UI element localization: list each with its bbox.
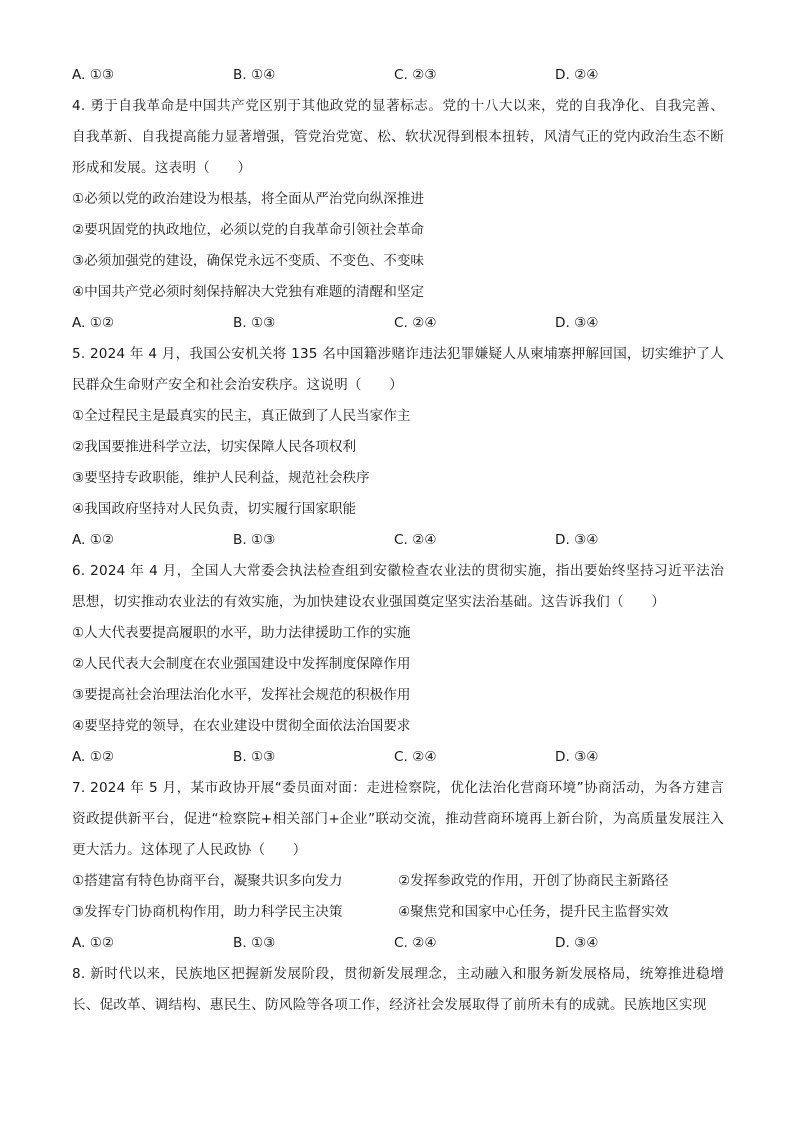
choice-item-1: ①全过程民主是最真实的民主，真正做到了人民当家作主 — [72, 408, 411, 424]
question-7 — [72, 773, 724, 959]
option-a: A. ①② — [72, 315, 115, 331]
option-a: A. ①③ — [72, 67, 115, 83]
q3-options — [72, 60, 724, 91]
option-d: D. ③④ — [555, 532, 599, 548]
question-5 — [72, 339, 724, 556]
question-stem: 6. 2024 年 4 月，全国人大常委会执法检查组到安徽检查农业法的贯彻实施，指出要始终坚持习近平法治思想，切实推动农业法的有效实施，为加快建设农业强国奠定坚实法治基础。这告诉我们（ ） — [72, 563, 724, 610]
question-stem: 8. 新时代以来，民族地区把握新发展阶段，贯彻新发展理念，主动融入和服务新发展格局，统筹推进稳增长、促改革、调结构、惠民生、防风险等各项工作，经济社会发展取得了前所未有的成就。民族地区实现 — [72, 966, 724, 1013]
option-a: A. ①② — [72, 935, 115, 951]
choice-item-1: ①必须以党的政治建设为根基，将全面从严治党向纵深推进 — [72, 191, 425, 207]
question-stem: 4. 勇于自我革命是中国共产党区别于其他政党的显著标志。党的十八大以来，党的自我净化、自我完善、自我革新、自我提高能力显著增强，管党治党宽、松、软状况得到根本扭转，风清气正的党内政治生态不断形成和发展。这表明（ ） — [72, 98, 724, 176]
option-d: D. ③④ — [555, 935, 599, 951]
choice-item-2: ②发挥参政党的作用，开创了协商民主新路径 — [398, 873, 669, 889]
option-d: D. ③④ — [555, 749, 599, 765]
question-4 — [72, 91, 724, 339]
question-stem: 5. 2024 年 4 月，我国公安机关将 135 名中国籍涉赌诈违法犯罪嫌疑人从柬埔寨押解回国，切实维护了人民群众生命财产安全和社会治安秩序。这说明（ ） — [72, 346, 724, 393]
option-d: D. ②④ — [555, 67, 599, 83]
option-b: B. ①③ — [233, 749, 276, 765]
choice-item-3: ③必须加强党的建设，确保党永远不变质、不变色、不变味 — [72, 253, 425, 269]
question-stem: 7. 2024 年 5 月，某市政协开展“委员面对面：走进检察院，优化法治化营商环境”协商活动，为各方建言资政提供新平台，促进“检察院+相关部门+企业”联动交流，推动营商环境再上新台阶，为高质量发展注入更大活力。这体现了人民政协（ ） — [72, 780, 724, 858]
exam-page — [72, 60, 724, 1021]
choice-item-4: ④中国共产党必须时刻保持解决大党独有难题的清醒和坚定 — [72, 284, 425, 300]
option-a: A. ①② — [72, 749, 115, 765]
choice-item-3: ③要坚持专政职能，维护人民利益，规范社会秩序 — [72, 470, 370, 486]
option-b: B. ①③ — [233, 532, 276, 548]
option-a: A. ①② — [72, 532, 115, 548]
choice-item-4: ④我国政府坚持对人民负责，切实履行国家职能 — [72, 501, 357, 517]
choice-item-3: ③要提高社会治理法治化水平，发挥社会规范的积极作用 — [72, 687, 411, 703]
option-b: B. ①④ — [233, 67, 276, 83]
question-8 — [72, 959, 724, 1021]
q5-options — [72, 525, 724, 556]
choice-item-2: ②我国要推进科学立法，切实保障人民各项权利 — [72, 439, 357, 455]
option-c: C. ②④ — [394, 315, 437, 331]
option-c: C. ②④ — [394, 532, 437, 548]
choice-item-2: ②人民代表大会制度在农业强国建设中发挥制度保障作用 — [72, 656, 411, 672]
option-d: D. ③④ — [555, 315, 599, 331]
option-b: B. ①③ — [233, 315, 276, 331]
choice-item-2: ②要巩固党的执政地位，必须以党的自我革命引领社会革命 — [72, 222, 425, 238]
question-6 — [72, 556, 724, 773]
choice-item-4: ④聚焦党和国家中心任务，提升民主监督实效 — [398, 904, 669, 920]
choice-row-1 — [72, 866, 724, 897]
choice-item-4: ④要坚持党的领导，在农业建设中贯彻全面依法治国要求 — [72, 718, 411, 734]
q6-options — [72, 742, 724, 773]
q7-options — [72, 928, 724, 959]
choice-row-2 — [72, 897, 724, 928]
option-b: B. ①③ — [233, 935, 276, 951]
q4-options — [72, 308, 724, 339]
option-c: C. ②④ — [394, 935, 437, 951]
choice-item-1: ①搭建富有特色协商平台，凝聚共识多向发力 — [72, 873, 343, 889]
option-c: C. ②③ — [394, 67, 437, 83]
choice-item-1: ①人大代表要提高履职的水平，助力法律援助工作的实施 — [72, 625, 411, 641]
option-c: C. ②④ — [394, 749, 437, 765]
choice-item-3: ③发挥专门协商机构作用，助力科学民主决策 — [72, 904, 343, 920]
